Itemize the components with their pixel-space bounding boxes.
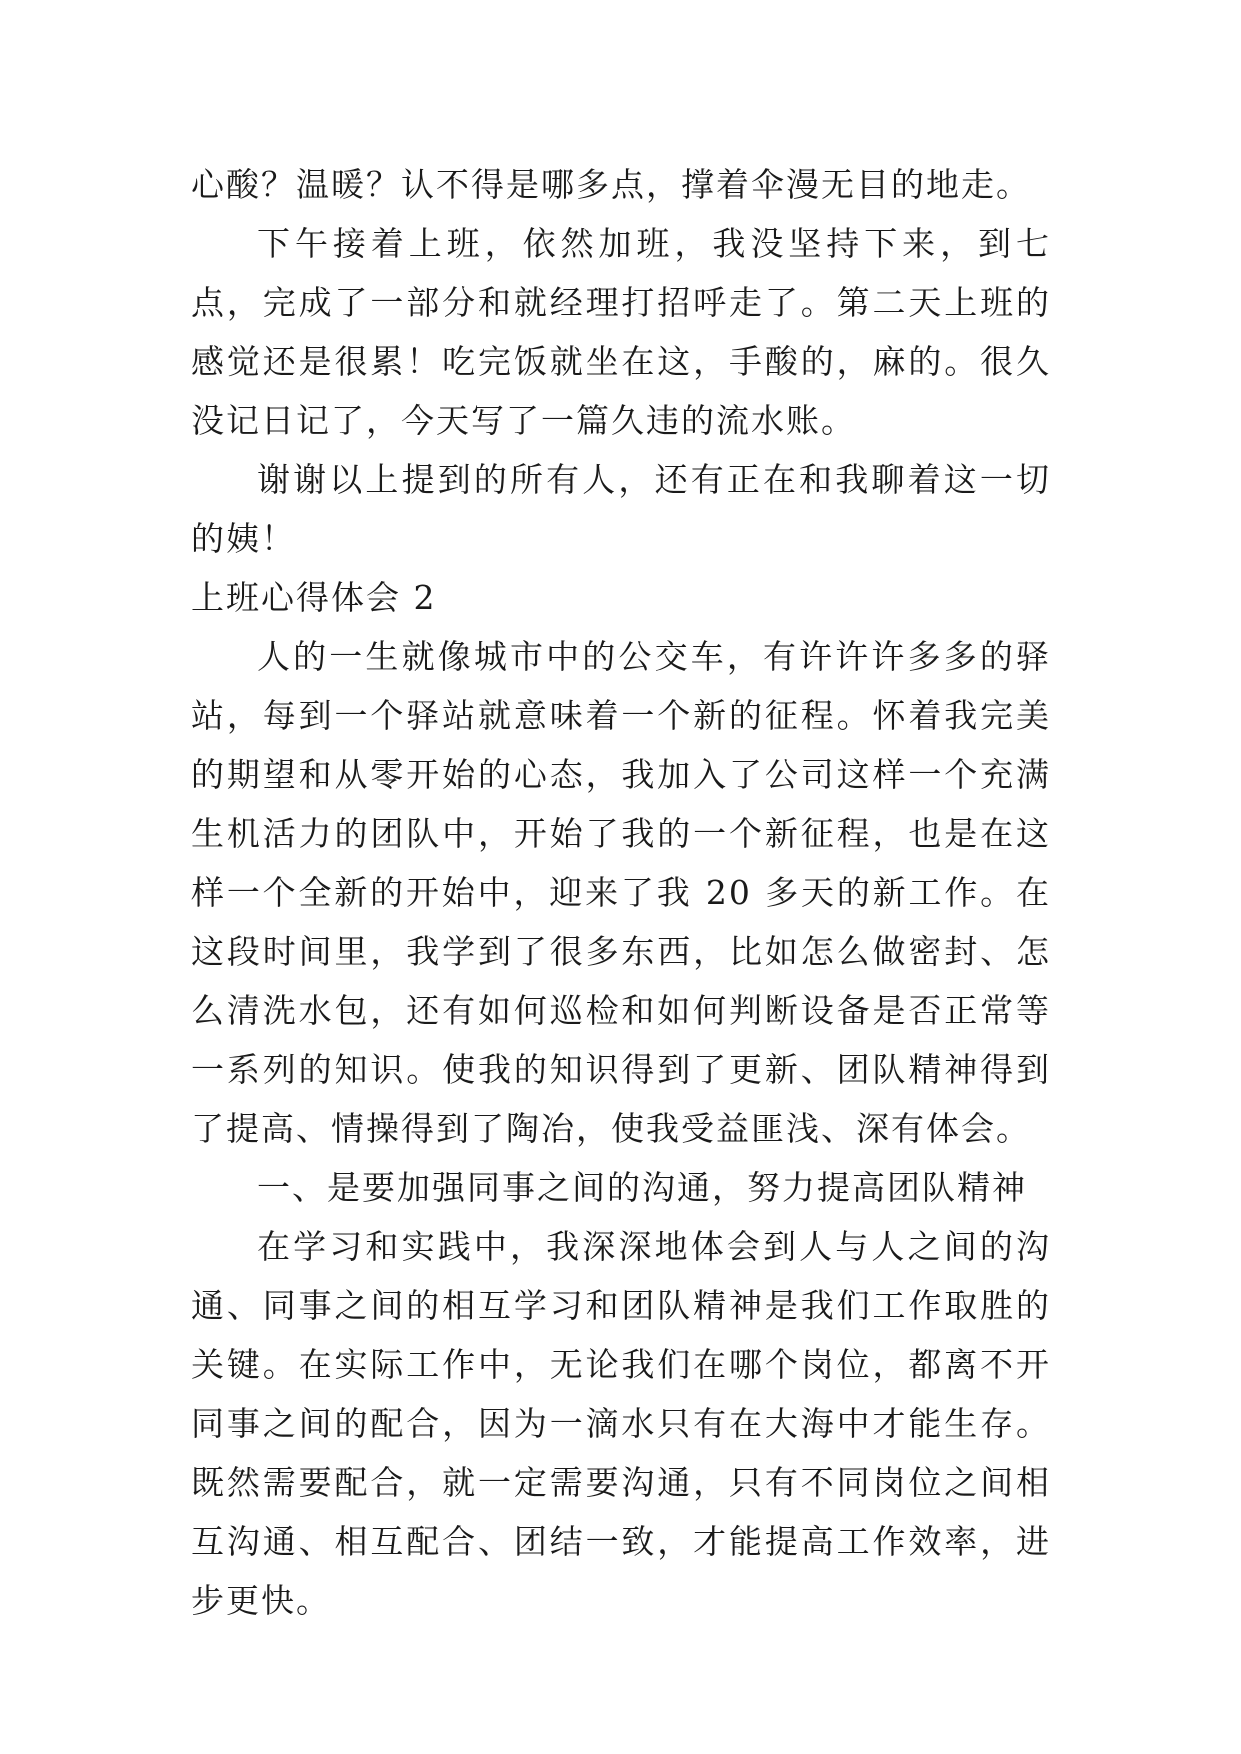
document-body	[191, 155, 1051, 1630]
paragraph-3: 谢谢以上提到的所有人，还有正在和我聊着这一切的姨！	[191, 460, 1051, 558]
paragraph-2: 下午接着上班，依然加班，我没坚持下来，到七点，完成了一部分和就经理打招呼走了。第二天上班的感觉还是很累！吃完饭就坐在这，手酸的，麻的。很久没记日记了，今天写了一篇久违的流水账。	[191, 224, 1051, 440]
subheading-1: 一、是要加强同事之间的沟通，努力提高团队精神	[257, 1168, 1027, 1207]
paragraph-1: 心酸？温暖？认不得是哪多点，撑着伞漫无目的地走。	[191, 165, 1031, 204]
section-heading: 上班心得体会 2	[191, 578, 437, 617]
paragraph-4: 人的一生就像城市中的公交车，有许许许多多的驿站，每到一个驿站就意味着一个新的征程。怀着我完美的期望和从零开始的心态，我加入了公司这样一个充满生机活力的团队中，开始了我的一个新征程，也是在这样一个全新的开始中，迎来了我 20 多天的新工作。在这段时间里，我学到了很多东西，比如怎么做密封、怎么清洗水包，还有如何巡检和如何判断设备是否正常等一系列的知识。使我的知识得到了更新、团队精神得到了提高、情操得到了陶冶，使我受益匪浅、深有体会。	[191, 637, 1051, 1148]
paragraph-5: 在学习和实践中，我深深地体会到人与人之间的沟通、同事之间的相互学习和团队精神是我们工作取胜的关键。在实际工作中，无论我们在哪个岗位，都离不开同事之间的配合，因为一滴水只有在大海中才能生存。既然需要配合，就一定需要沟通，只有不同岗位之间相互沟通、相互配合、团结一致，才能提高工作效率，进步更快。	[191, 1227, 1051, 1620]
